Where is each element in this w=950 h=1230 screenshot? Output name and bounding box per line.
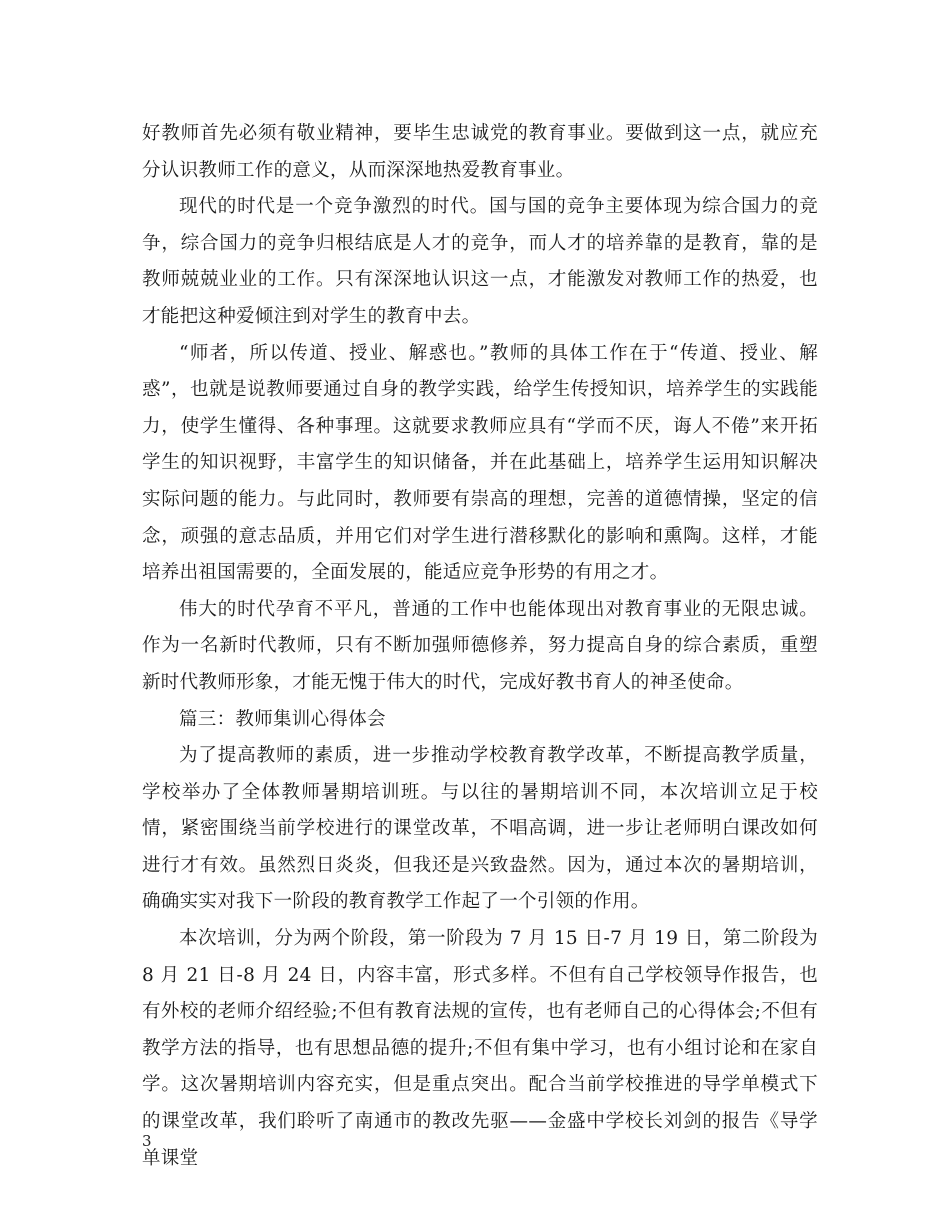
paragraph-5: 为了提高教师的素质，进一步推动学校教育教学改革，不断提高教学质量，学校举办了全体教师暑期培训班。与以往的暑期培训不同，本次培训立足于校情，紧密围绕当前学校进行的课堂改革，不唱高调，进一步让老师明白课改如何进行才有效。虽然烈日炎炎，但我还是兴致盎然。因为，通过本次的暑期培训，确确实实对我下一阶段的教育教学工作起了一个引领的作用。 <box>142 745 818 913</box>
paragraph-1: 好教师首先必须有敬业精神，要毕生忠诚党的教育事业。要做到这一点，就应充分认识教师工作的意义，从而深深地热爱教育事业。 <box>142 123 818 181</box>
paragraph-4: 伟大的时代孕育不平凡，普通的工作中也能体现出对教育事业的无限忠诚。作为一名新时代教师，只有不断加强师德修养，努力提高自身的综合素质，重塑新时代教师形象，才能无愧于伟大的时代，完成好教书育人的神圣使命。 <box>142 598 818 693</box>
page-number: 3 <box>142 1132 152 1150</box>
paragraph-6: 本次培训，分为两个阶段，第一阶段为 7 月 15 日-7 月 19 日，第二阶段为 8 月 21 日-8 月 24 日，内容丰富，形式多样。不但有自己学校领导作报告，也有外校的老师介绍经验;不但有教育法规的宣传，也有老师自己的心得体会;不但有教学方法的指导，也有思想品德的提升;不但有集中学习，也有小组讨论和在家自学。这次暑期培训内容充实，但是重点突出。配合当前学校推进的导学单模式下的课堂改革，我们聆听了南通市的教改先驱——金盛中学校长刘剑的报告《导学单课堂 <box>142 928 818 1169</box>
paragraph-2: 现代的时代是一个竞争激烈的时代。国与国的竞争主要体现为综合国力的竞争，综合国力的竞争归根结底是人才的竞争，而人才的培养靠的是教育，靠的是教师兢兢业业的工作。只有深深地认识这一点，才能激发对教师工作的热爱，也才能把这种爱倾注到对学生的教育中去。 <box>142 196 818 327</box>
paragraph-3: “师者，所以传道、授业、解惑也。”教师的具体工作在于“传道、授业、解惑”，也就是说教师要通过自身的教学实践，给学生传授知识，培养学生的实践能力，使学生懂得、各种事理。这就要求教师应具有“学而不厌，诲人不倦”来开拓学生的知识视野，丰富学生的知识储备，并在此基础上，培养学生运用知识解决实际问题的能力。与此同时，教师要有崇高的理想，完善的道德情操，坚定的信念，顽强的意志品质，并用它们对学生进行潜移默化的影响和熏陶。这样，才能培养出祖国需要的，全面发展的，能适应竞争形势的有用之才。 <box>142 342 818 584</box>
document-body <box>142 116 818 1177</box>
section-heading: 篇三：教师集训心得体会 <box>179 708 386 730</box>
